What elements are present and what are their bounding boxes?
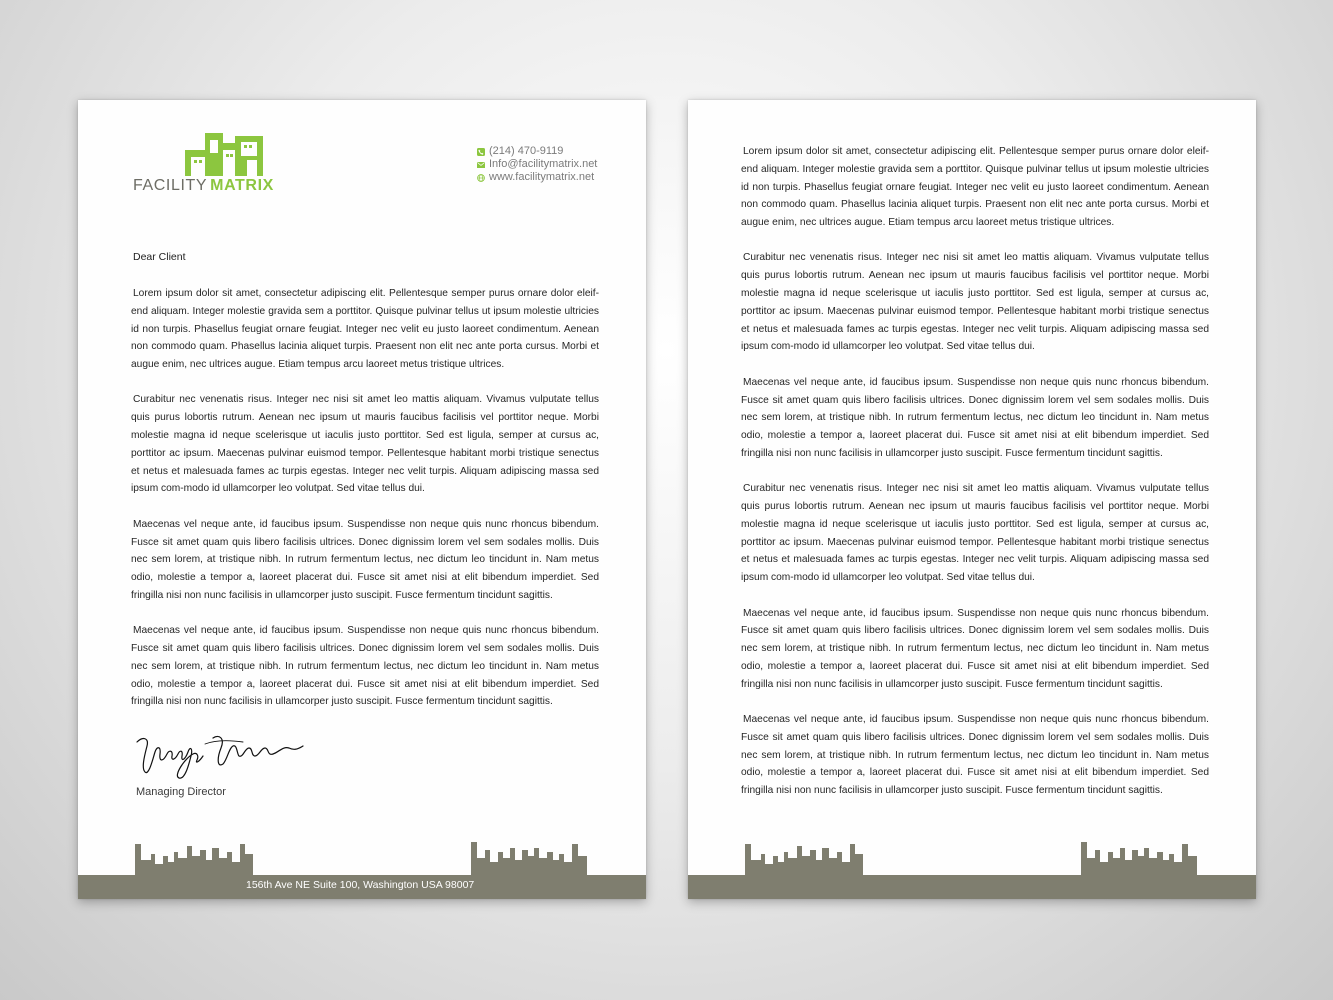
- body-paragraph: Curabitur nec venenatis risus. Integer nec nisi sit amet leo mattis aliquam. Vivamus vulputate tellus quis purus lobortis rutrum. Aenean nec ipsum ut mauris faucibus facilisis vel porttitor neque. Morbi molestie magna id neque scelerisque ut iaculis justo porttitor. Sed est ligula, semper at cursus ac, porttitor ac ipsum. Maecenas pulvinar euismod tempor. Pellentesque habitant morbi tristique senectus et netus et malesuada fames ac turpis egestas. Integer nec velit turpis. Aliquam adipiscing massa sed ipsum com-modo id ullamcorper leo volutpat. Sed vitae tellus dui.: [741, 252, 1209, 353]
- skyline-left: [743, 838, 867, 876]
- logo-wordmark: [133, 177, 274, 195]
- contact-email: [477, 158, 597, 171]
- skyline-left: [133, 838, 257, 876]
- phone-icon: [477, 148, 485, 156]
- contact-phone: [477, 145, 597, 158]
- email-address: Info@facilitymatrix.net: [489, 158, 598, 170]
- globe-icon: [477, 174, 485, 182]
- mail-icon: [477, 161, 485, 169]
- salutation: Dear Client: [133, 251, 186, 263]
- body-paragraph: Lorem ipsum dolor sit amet, consectetur adipiscing elit. Pellentesque semper purus ornare dolor eleif-end aliquam. Integer molestie gravida sem a porttitor. Quisque pulvinar tellus ut ipsum molestie ultricies id non turpis. Phasellus feugiat ornare feugiat. Integer nec velit eu justo laoreet condimentum. Aenean non commodo quam. Phasellus lacinia aliquet turpis. Praesent non elit nec ante porta cursus. Morbi et augue enim, nec ultrices augue. Etiam tempus arcu laoreet metus tristique ultrices.: [131, 288, 599, 371]
- website-url: www.facilitymatrix.net: [489, 171, 595, 183]
- facility-matrix-logo: [133, 130, 323, 194]
- footer-band: [688, 875, 1256, 899]
- handwritten-signature: [133, 728, 308, 783]
- contact-block: [477, 145, 597, 184]
- body-paragraph: Curabitur nec venenatis risus. Integer nec nisi sit amet leo mattis aliquam. Vivamus vulputate tellus quis purus lobortis rutrum. Aenean nec ipsum ut mauris faucibus facilisis vel porttitor neque. Morbi molestie magna id neque scelerisque ut iaculis justo porttitor. Sed est ligula, semper at cursus ac, porttitor ac ipsum. Maecenas pulvinar euismod tempor. Pellentesque habitant morbi tristique senectus et netus et malesuada fames ac turpis egestas. Integer nec velit turpis. Aliquam adipiscing massa sed ipsum com-modo id ullamcorper leo volutpat. Sed vitae tellus dui.: [131, 394, 599, 495]
- phone-number: (214) 470-9119: [489, 145, 564, 157]
- letter-body: [131, 285, 599, 729]
- skyline-right: [1079, 838, 1199, 876]
- continuation-body: [741, 143, 1209, 818]
- body-paragraph: Curabitur nec venenatis risus. Integer nec nisi sit amet leo mattis aliquam. Vivamus vulputate tellus quis purus lobortis rutrum. Aenean nec ipsum ut mauris faucibus facilisis vel porttitor neque. Morbi molestie magna id neque scelerisque ut iaculis justo porttitor. Sed est ligula, semper at cursus ac, porttitor ac ipsum. Maecenas pulvinar euismod tempor. Pellentesque habitant morbi tristique senectus et netus et malesuada fames ac turpis egestas. Integer nec velit turpis. Aliquam adipiscing massa sed ipsum com-modo id ullamcorper leo volutpat. Sed vitae tellus dui.: [741, 483, 1209, 584]
- logo-word-facility: FACILITY: [133, 177, 208, 194]
- letterhead-page-1: [78, 100, 646, 899]
- body-paragraph: Maecenas vel neque ante, id faucibus ipsum. Suspendisse non neque quis nunc rhoncus bibendum. Fusce sit amet quam quis libero facilisis ultrices. Donec dignissim lorem vel sem sodales mollis. Duis nec sem lorem, at tristique nibh. In rutrum fermentum lectus, nec dictum leo tincidunt in. Nam metus odio, molestie a tempor a, laoreet placerat dui. Fusce sit amet nisi at elit bibendum imperdiet. Sed fringilla nisi non nunc facilisis in ullamcorper justo suscipit. Fusce fermentum tincidunt sagittis.: [741, 376, 1209, 459]
- logo-word-matrix: MATRIX: [210, 177, 274, 194]
- contact-website: [477, 171, 597, 184]
- body-paragraph: Maecenas vel neque ante, id faucibus ipsum. Suspendisse non neque quis nunc rhoncus bibendum. Fusce sit amet quam quis libero facilisis ultrices. Donec dignissim lorem vel sem sodales mollis. Duis nec sem lorem, at tristique nibh. In rutrum fermentum lectus, nec dictum leo tincidunt in. Nam metus odio, molestie a tempor a, laoreet placerat dui. Fusce sit amet nisi at elit bibendum imperdiet. Sed fringilla nisi non nunc facilisis in ullamcorper justo suscipit. Fusce fermentum tincidunt sagittis.: [131, 625, 599, 708]
- building-logo-icon: [185, 130, 265, 176]
- body-paragraph: Maecenas vel neque ante, id faucibus ipsum. Suspendisse non neque quis nunc rhoncus bibendum. Fusce sit amet quam quis libero facilisis ultrices. Donec dignissim lorem vel sem sodales mollis. Duis nec sem lorem, at tristique nibh. In rutrum fermentum lectus, nec dictum leo tincidunt in. Nam metus odio, molestie a tempor a, laoreet placerat dui. Fusce sit amet nisi at elit bibendum imperdiet. Sed fringilla nisi non nunc facilisis in ullamcorper justo suscipit. Fusce fermentum tincidunt sagittis.: [131, 518, 599, 601]
- body-paragraph: Maecenas vel neque ante, id faucibus ipsum. Suspendisse non neque quis nunc rhoncus bibendum. Fusce sit amet quam quis libero facilisis ultrices. Donec dignissim lorem vel sem sodales mollis. Duis nec sem lorem, at tristique nibh. In rutrum fermentum lectus, nec dictum leo tincidunt in. Nam metus odio, molestie a tempor a, laoreet placerat dui. Fusce sit amet nisi at elit bibendum imperdiet. Sed fringilla nisi non nunc facilisis in ullamcorper justo suscipit. Fusce fermentum tincidunt sagittis.: [741, 607, 1209, 690]
- signature-title: Managing Director: [136, 786, 226, 798]
- letterhead-page-2: [688, 100, 1256, 899]
- body-paragraph: Lorem ipsum dolor sit amet, consectetur adipiscing elit. Pellentesque semper purus ornare dolor eleif-end aliquam. Integer molestie gravida sem a porttitor. Quisque pulvinar tellus ut ipsum molestie ultricies id non turpis. Phasellus feugiat ornare feugiat. Integer nec velit eu justo laoreet condimentum. Aenean non commodo quam. Phasellus lacinia aliquet turpis. Praesent non elit nec ante porta cursus. Morbi et augue enim, nec ultrices augue. Etiam tempus arcu laoreet metus tristique ultrices.: [741, 146, 1209, 229]
- skyline-right: [469, 838, 589, 876]
- footer-address: 156th Ave NE Suite 100, Washington USA 98007: [246, 879, 475, 891]
- body-paragraph: Maecenas vel neque ante, id faucibus ipsum. Suspendisse non neque quis nunc rhoncus bibendum. Fusce sit amet quam quis libero facilisis ultrices. Donec dignissim lorem vel sem sodales mollis. Duis nec sem lorem, at tristique nibh. In rutrum fermentum lectus, nec dictum leo tincidunt in. Nam metus odio, molestie a tempor a, laoreet placerat dui. Fusce sit amet nisi at elit bibendum imperdiet. Sed fringilla nisi non nunc facilisis in ullamcorper justo suscipit. Fusce fermentum tincidunt sagittis.: [741, 714, 1209, 797]
